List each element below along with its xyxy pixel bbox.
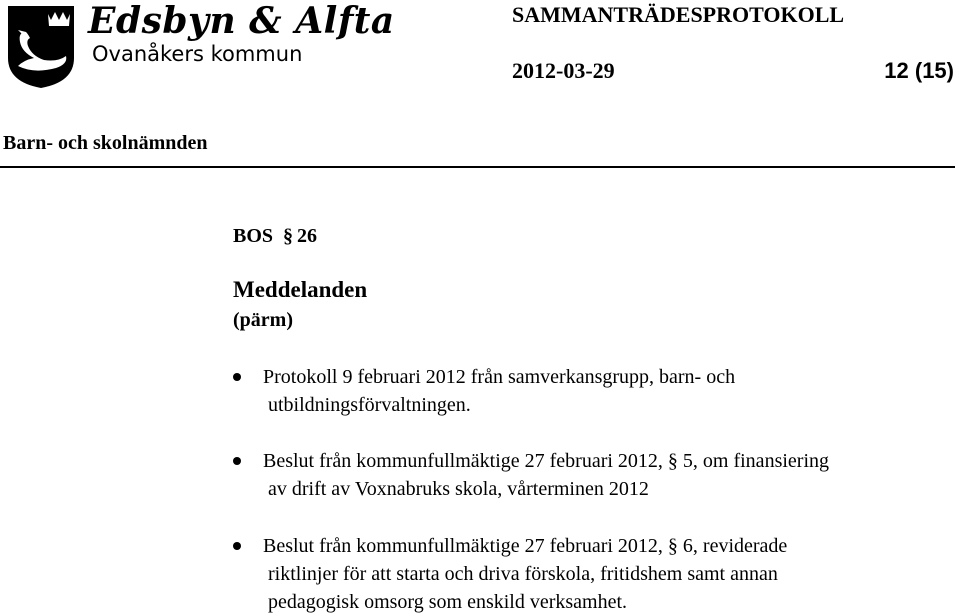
- municipality-logo-icon: [4, 2, 78, 90]
- logo-line2: Ovanåkers kommun: [92, 42, 303, 66]
- bullet-icon: [233, 457, 241, 465]
- bullet-icon: [233, 373, 241, 381]
- bullet-icon: [233, 542, 241, 550]
- document-type: SAMMANTRÄDESPROTOKOLL: [512, 2, 845, 27]
- logo-line1: Edsbyn & Alfta: [88, 0, 395, 42]
- page-number: 12 (15): [884, 58, 954, 83]
- item-text-line: Beslut från kommunfullmäktige 27 februari 2012, § 5, om finansiering: [263, 450, 829, 472]
- section-prefix: BOS: [233, 225, 274, 247]
- section-value: 26: [297, 225, 318, 247]
- item-text-line: pedagogisk omsorg som enskild verksamhet.: [268, 591, 628, 613]
- item-text-line: Protokoll 9 februari 2012 från samverkansgrupp, barn- och: [263, 366, 736, 388]
- logo-wordmark: [88, 0, 395, 66]
- page-title: Meddelanden: [233, 277, 368, 302]
- item-text-line: av drift av Voxnabruks skola, vårterminen 2012: [268, 478, 649, 500]
- item-text-line: Beslut från kommunfullmäktige 27 februari 2012, § 6, reviderade: [263, 535, 788, 557]
- item-text-line: riktlinjer för att starta och driva förskola, fritidshem samt annan: [268, 563, 778, 585]
- section-number: [233, 225, 317, 248]
- header-divider: [0, 166, 955, 168]
- item-text-line: utbildningsförvaltningen.: [268, 394, 471, 416]
- page-subtitle: (pärm): [233, 309, 293, 331]
- section-symbol: §: [283, 225, 294, 247]
- meeting-date: 2012-03-29: [512, 58, 615, 83]
- committee-name: Barn- och skolnämnden: [3, 132, 208, 154]
